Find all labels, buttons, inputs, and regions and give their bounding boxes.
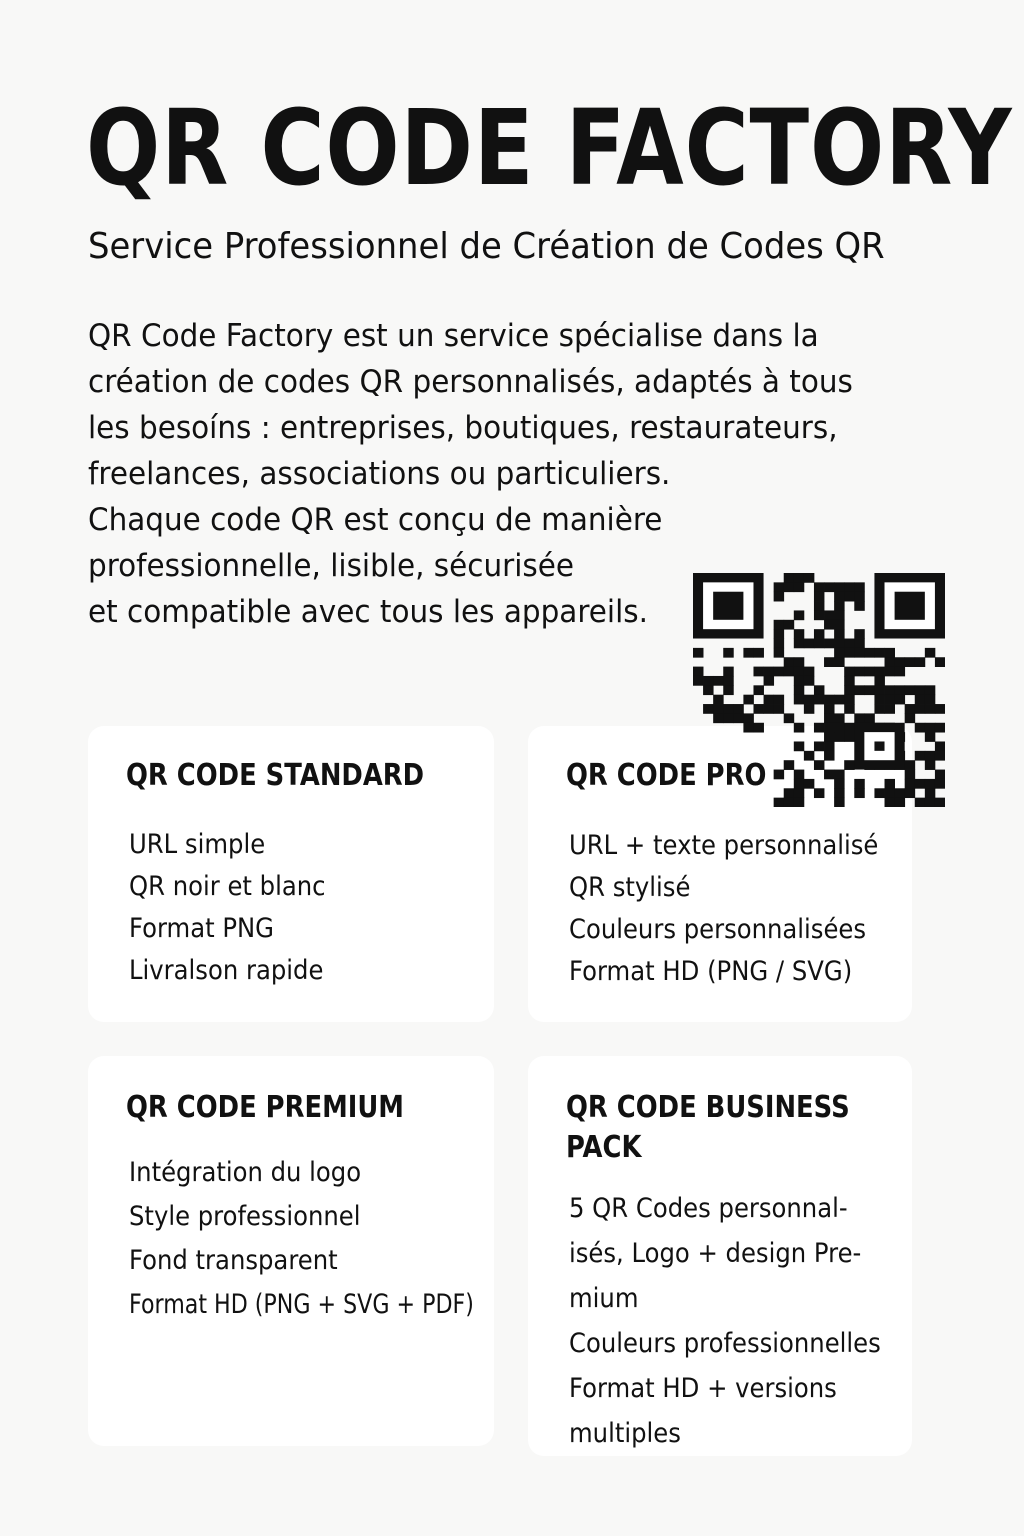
offer-card-standard <box>88 726 494 1022</box>
feature-item: Format HD (PNG / SVG) <box>569 956 853 987</box>
offer-card-business-pack <box>528 1056 912 1456</box>
feature-item: mium <box>569 1283 639 1314</box>
intro-line: les besoíns : entreprises, boutiques, restaurateurs, <box>88 410 838 446</box>
feature-item: Couleurs professionnelles <box>569 1328 881 1359</box>
offer-title: QR CODE PREMIUM <box>126 1090 404 1125</box>
feature-item: multiples <box>569 1418 681 1449</box>
feature-item: 5 QR Codes personnal- <box>569 1193 848 1224</box>
feature-item: Style professionnel <box>129 1201 361 1232</box>
offer-title: QR CODE STANDARD <box>126 758 425 793</box>
intro-line: et compatible avec tous les appareils. <box>88 594 648 630</box>
feature-list <box>569 1186 915 1456</box>
offer-title: QR CODE BUSINESS <box>566 1090 850 1125</box>
feature-item: URL simple <box>129 829 266 860</box>
page-title: QR CODE FACTORY <box>86 87 1013 209</box>
feature-item: Livralson rapide <box>129 955 324 986</box>
feature-item: QR stylisé <box>569 872 691 903</box>
intro-line: professionnelle, lisible, sécurisée <box>88 548 574 584</box>
feature-item: isés, Logo + design Pre- <box>569 1238 862 1269</box>
qr-code-icon <box>693 573 945 807</box>
feature-item: Fond transparent <box>129 1245 338 1276</box>
intro-line: Chaque code QR est conçu de manière <box>88 502 663 538</box>
intro-line: QR Code Factory est un service spécialise dans la <box>88 318 819 354</box>
offer-card-premium <box>88 1056 494 1446</box>
intro-line: création de codes QR personnalisés, adaptés à tous <box>88 364 853 400</box>
feature-item: Format PNG <box>129 913 275 944</box>
feature-list <box>129 1151 550 1327</box>
intro-line: freelances, associations ou particuliers. <box>88 456 671 492</box>
feature-item: Intégration du logo <box>129 1157 362 1188</box>
feature-item: Format HD (PNG + SVG + PDF) <box>129 1289 474 1320</box>
offer-title: QR CODE PRO <box>566 758 767 793</box>
page-subtitle: Service Professionnel de Création de Codes QR <box>88 226 885 267</box>
feature-list <box>129 824 347 992</box>
feature-list <box>569 825 913 993</box>
feature-item: URL + texte personnalisé <box>569 830 879 861</box>
offer-title: PACK <box>566 1130 642 1165</box>
feature-item: Couleurs personnalisées <box>569 914 867 945</box>
feature-item: Format HD + versions <box>569 1373 837 1404</box>
feature-item: QR noir et blanc <box>129 871 326 902</box>
